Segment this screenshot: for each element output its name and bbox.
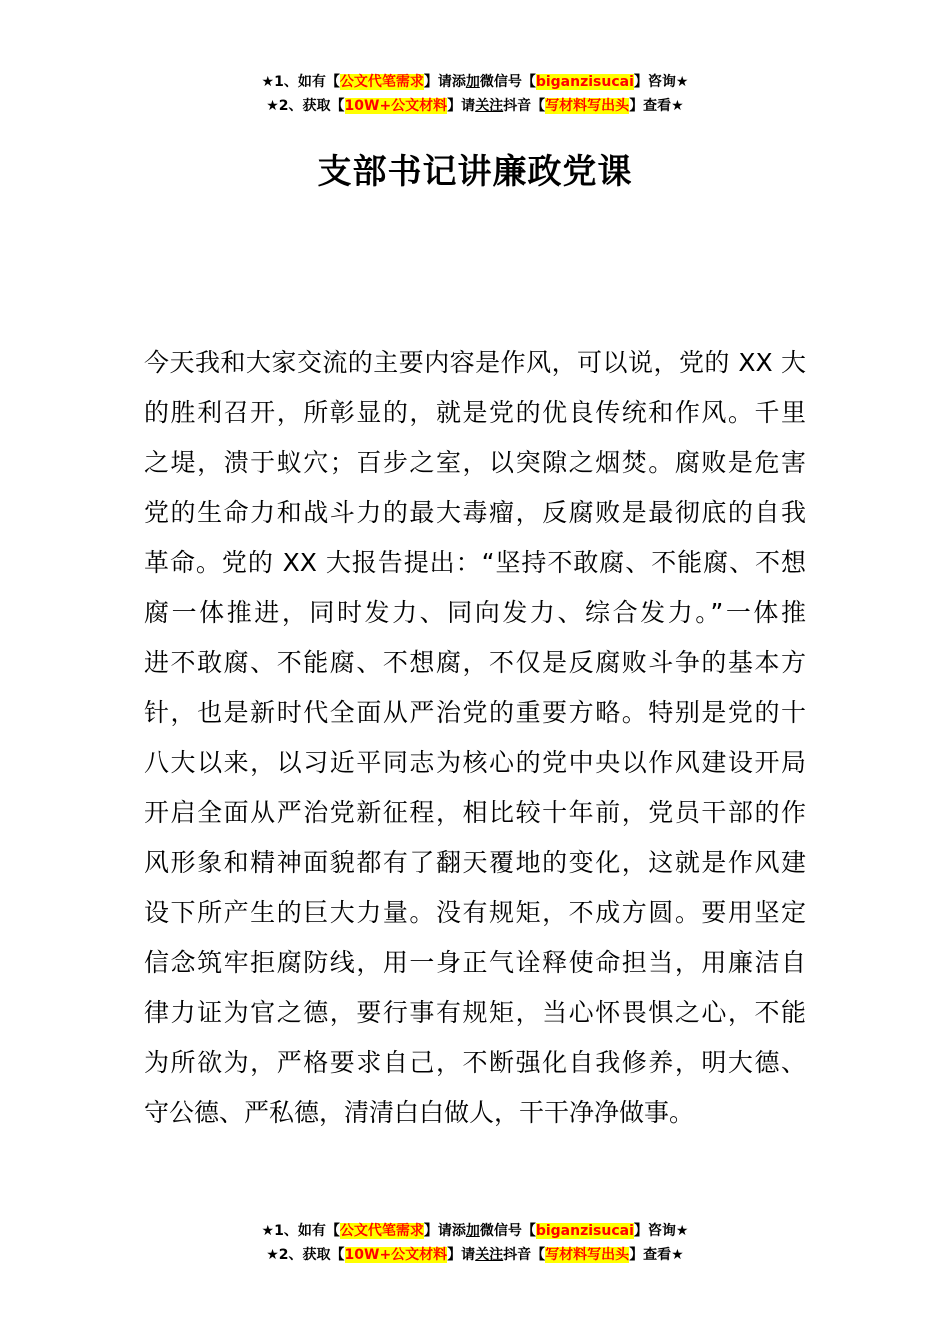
body-line: 今天我和大家交流的主要内容是作风，可以说，党的 XX 大: [144, 348, 806, 377]
footer-banner: [0, 1219, 950, 1267]
banner-text: 】请: [447, 98, 476, 114]
banner-text: 】请添: [423, 74, 466, 90]
banner-text: 】咨询★: [633, 1223, 689, 1239]
body-line: 的胜利召开，所彰显的，就是党的优良传统和作风。千里: [144, 398, 806, 427]
document-body: [144, 338, 806, 1138]
banner-text: 】咨询★: [633, 74, 689, 90]
banner-line-1: [0, 70, 950, 94]
body-line: 之堤，溃于蚁穴；百步之室，以突隙之烟焚。腐败是危害: [144, 448, 806, 477]
banner-underlined-text: 关注: [475, 98, 504, 114]
banner-underlined-text: 加: [465, 1223, 480, 1239]
banner-text: 抖音【: [503, 1247, 546, 1263]
body-line: 风形象和精神面貌都有了翻天覆地的变化，这就是作风建: [144, 848, 806, 877]
banner-line-2: [0, 94, 950, 118]
banner-line-1: [0, 1219, 950, 1243]
banner-douyin-id: 写材料写出头: [545, 1247, 630, 1263]
body-line: 八大以来，以习近平同志为核心的党中央以作风建设开局: [144, 748, 806, 777]
banner-text: ★2、获取【: [266, 98, 345, 114]
banner-text: 微信号【: [479, 1223, 536, 1239]
body-line: 针，也是新时代全面从严治党的重要方略。特别是党的十: [144, 698, 806, 727]
document-title: 支部书记讲廉政党课: [317, 152, 633, 192]
banner-text: 】查看★: [629, 1247, 684, 1263]
banner-highlight: 公文代笔需求: [339, 1223, 424, 1239]
banner-douyin-id: 写材料写出头: [545, 98, 630, 114]
banner-text: 抖音【: [503, 98, 546, 114]
banner-text: 】请添: [423, 1223, 466, 1239]
banner-line-2: [0, 1243, 950, 1267]
banner-underlined-text: 加: [465, 74, 480, 90]
body-line: 开启全面从严治党新征程，相比较十年前，党员干部的作: [144, 798, 806, 827]
body-line: 信念筑牢拒腐防线，用一身正气诠释使命担当，用廉洁自: [144, 948, 806, 977]
banner-wechat-id: biganzisucai: [535, 74, 634, 90]
banner-underlined-text: 关注: [475, 1247, 504, 1263]
body-line: 为所欲为，严格要求自己，不断强化自我修养，明大德、: [144, 1048, 806, 1077]
banner-highlight: 公文代笔需求: [339, 74, 424, 90]
banner-text: ★2、获取【: [266, 1247, 345, 1263]
banner-text: 微信号【: [479, 74, 536, 90]
body-line: 腐一体推进，同时发力、同向发力、综合发力。”一体推: [144, 598, 806, 627]
banner-text: ★1、如有【: [261, 1223, 340, 1239]
banner-text: ★1、如有【: [261, 74, 340, 90]
body-line: 革命。党的 XX 大报告提出：“坚持不敢腐、不能腐、不想: [144, 548, 806, 577]
body-line: 设下所产生的巨大力量。没有规矩，不成方圆。要用坚定: [144, 898, 806, 927]
banner-highlight: 10W+公文材料: [344, 98, 448, 114]
body-line: 律力证为官之德，要行事有规矩，当心怀畏惧之心，不能: [144, 998, 806, 1027]
banner-text: 】请: [447, 1247, 476, 1263]
banner-text: 】查看★: [629, 98, 684, 114]
body-line: 党的生命力和战斗力的最大毒瘤，反腐败是最彻底的自我: [144, 498, 806, 527]
body-line: 进不敢腐、不能腐、不想腐，不仅是反腐败斗争的基本方: [144, 648, 806, 677]
header-banner: [0, 70, 950, 118]
body-line: 守公德、严私德，清清白白做人，干干净净做事。: [144, 1098, 695, 1127]
banner-wechat-id: biganzisucai: [535, 1223, 634, 1239]
banner-highlight: 10W+公文材料: [344, 1247, 448, 1263]
